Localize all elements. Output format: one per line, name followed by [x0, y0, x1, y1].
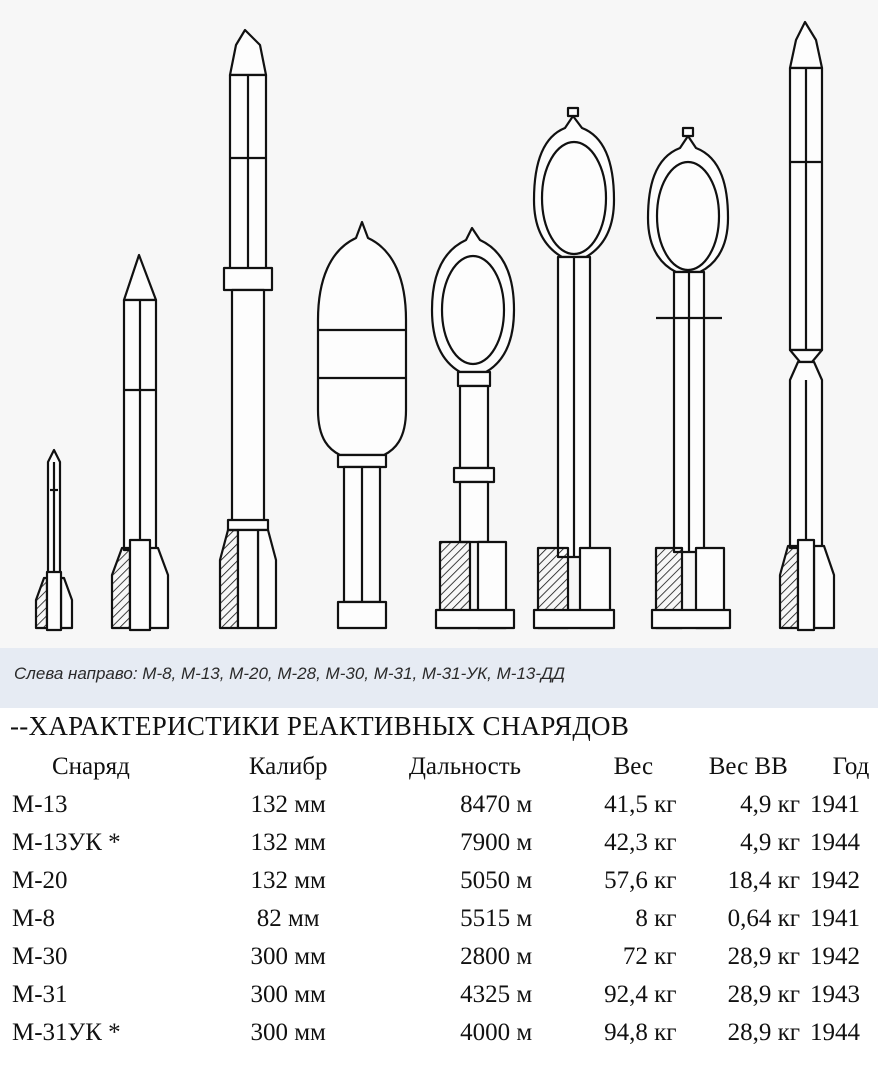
- cell-year: 1942: [810, 867, 860, 894]
- m31-rocket-icon: [534, 108, 614, 628]
- cell-caliber: 132 мм: [250, 791, 326, 818]
- cell-range: 5515 м: [460, 905, 533, 932]
- m28-rocket-icon: [318, 222, 406, 628]
- cell-range: 8470 м: [460, 791, 533, 818]
- cell-shell: М-8: [12, 905, 56, 932]
- table-title: --ХАРАКТЕРИСТИКИ РЕАКТИВНЫХ СНАРЯДОВ: [10, 711, 630, 741]
- cell-range: 2800 м: [460, 943, 533, 970]
- cell-caliber: 132 мм: [250, 867, 326, 894]
- table-row: [0, 824, 878, 862]
- cell-weight: 8 кг: [635, 905, 677, 932]
- cell-range: 4000 м: [460, 1019, 533, 1046]
- cell-shell: М-20: [12, 867, 68, 894]
- cell-weight: 72 кг: [622, 943, 677, 970]
- table-row: [0, 900, 878, 938]
- table-row: [0, 976, 878, 1014]
- cell-shell: М-31: [12, 981, 68, 1008]
- header-range: Дальность: [408, 753, 522, 780]
- cell-caliber: 132 мм: [250, 829, 326, 856]
- cell-weight: 94,8 кг: [604, 1019, 677, 1046]
- cell-explosive-weight: 28,9 кг: [727, 943, 800, 970]
- cell-shell: М-30: [12, 943, 68, 970]
- cell-year: 1941: [810, 905, 860, 932]
- cell-caliber: 300 мм: [250, 1019, 326, 1046]
- rocket-spec-table: [0, 748, 878, 1052]
- table-row: [0, 786, 878, 824]
- cell-year: 1941: [810, 791, 860, 818]
- cell-weight: 42,3 кг: [604, 829, 677, 856]
- m20-rocket-icon: [220, 30, 276, 628]
- cell-shell: М-13: [12, 791, 68, 818]
- cell-weight: 57,6 кг: [604, 867, 677, 894]
- header-weight: Вес: [613, 753, 654, 780]
- cell-explosive-weight: 4,9 кг: [740, 829, 800, 856]
- cell-caliber: 82 мм: [256, 905, 320, 932]
- cell-shell: М-31УК *: [12, 1019, 121, 1046]
- cell-year: 1943: [810, 981, 860, 1008]
- table-row: [0, 938, 878, 976]
- cell-weight: 41,5 кг: [604, 791, 677, 818]
- cell-explosive-weight: 28,9 кг: [727, 981, 800, 1008]
- header-explosive-weight: Вес ВВ: [708, 753, 788, 780]
- header-year: Год: [832, 753, 870, 780]
- m31uk-rocket-icon: [648, 128, 730, 628]
- cell-year: 1944: [810, 1019, 860, 1046]
- figure-caption: Слева направо: М-8, М-13, М-20, М-28, М-30, М-31, М-31-УК, М-13-ДД: [0, 648, 878, 708]
- header-caliber: Калибр: [248, 753, 328, 780]
- cell-explosive-weight: 4,9 кг: [740, 791, 800, 818]
- m13dd-rocket-icon: [780, 22, 834, 630]
- cell-weight: 92,4 кг: [604, 981, 677, 1008]
- cell-explosive-weight: 28,9 кг: [727, 1019, 800, 1046]
- cell-range: 5050 м: [460, 867, 533, 894]
- cell-explosive-weight: 0,64 кг: [727, 905, 800, 932]
- cell-year: 1944: [810, 829, 860, 856]
- cell-range: 7900 м: [460, 829, 533, 856]
- cell-range: 4325 м: [460, 981, 533, 1008]
- cell-year: 1942: [810, 943, 860, 970]
- m8-rocket-icon: [36, 450, 72, 630]
- cell-shell: М-13УК *: [12, 829, 121, 856]
- table-row: [0, 1014, 878, 1052]
- header-shell: Снаряд: [52, 753, 130, 780]
- m13-rocket-icon: [112, 255, 168, 630]
- table-header-row: [0, 748, 878, 786]
- table-row: [0, 862, 878, 900]
- cell-caliber: 300 мм: [250, 943, 326, 970]
- cell-caliber: 300 мм: [250, 981, 326, 1008]
- cell-explosive-weight: 18,4 кг: [727, 867, 800, 894]
- m30-rocket-icon: [432, 228, 514, 628]
